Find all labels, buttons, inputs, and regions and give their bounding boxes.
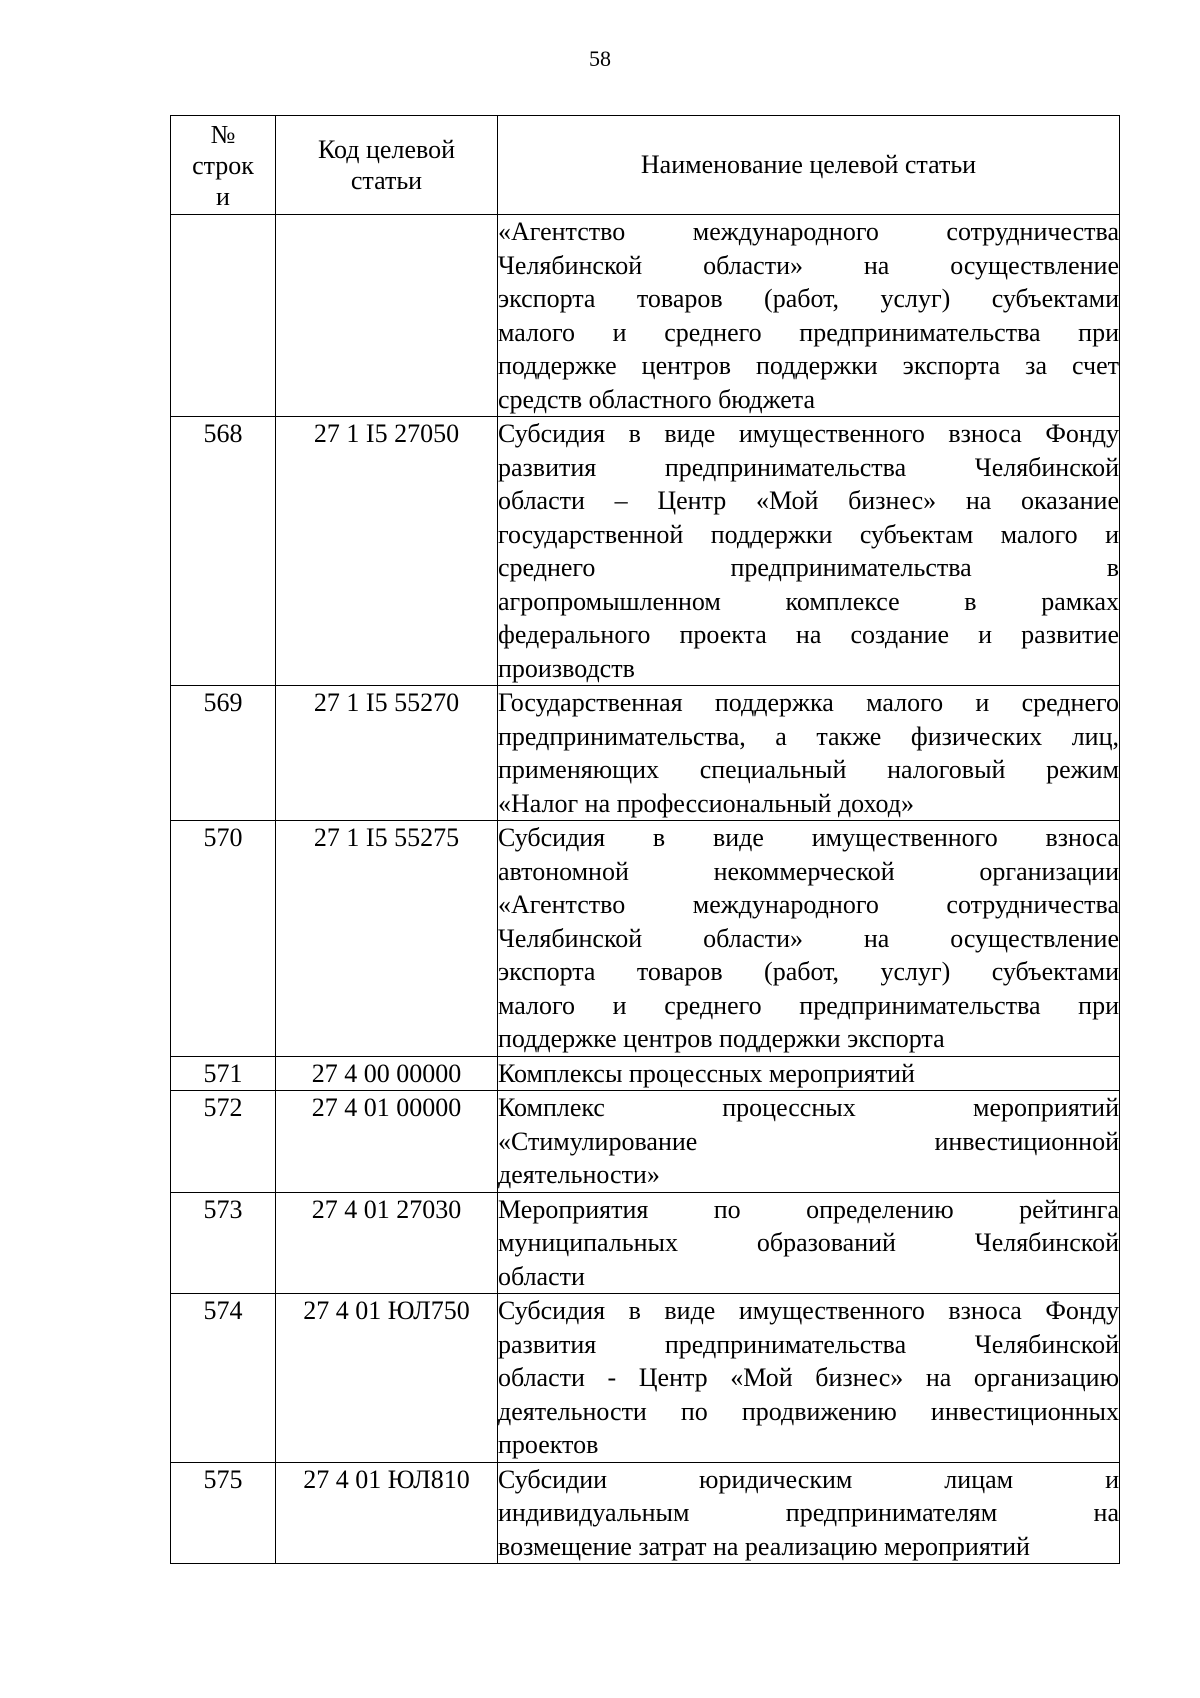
header-number-line: и <box>216 181 230 211</box>
target-name-line: «Стимулирование инвестиционной <box>498 1126 1119 1156</box>
target-code: 27 4 01 ЮЛ750 <box>276 1294 498 1463</box>
target-name-line: малого и среднего предпринимательства при <box>498 990 1119 1020</box>
target-name-line: Субсидия в виде имущественного взноса <box>498 823 1119 852</box>
table-row <box>171 1056 1120 1091</box>
target-name-line: Комплексы процессных мероприятий <box>498 1058 915 1088</box>
row-number <box>171 215 276 417</box>
target-name-line: Челябинской области» на осуществление <box>498 250 1119 280</box>
row-number: 574 <box>171 1294 276 1463</box>
target-name-line: Государственная поддержка малого и среднего <box>498 688 1119 717</box>
header-code-line: статьи <box>350 166 423 195</box>
target-name-line: Субсидия в виде имущественного взноса Фонду <box>498 1296 1119 1325</box>
table-row <box>171 417 1120 686</box>
header-target-code <box>276 116 498 215</box>
target-name-line: деятельности по продвижению инвестиционных <box>498 1396 1119 1426</box>
table-row <box>171 1462 1120 1564</box>
target-name-line: Комплекс процессных мероприятий <box>498 1093 1119 1122</box>
target-name-line: муниципальных образований Челябинской <box>498 1228 1119 1257</box>
target-name-line: экспорта товаров (работ, услуг) субъектами <box>498 957 1119 986</box>
target-name-line: «Агентство международного сотрудничества <box>498 890 1119 919</box>
target-code: 27 4 01 00000 <box>276 1091 498 1193</box>
target-name-line: средств областного бюджета <box>498 384 816 414</box>
target-name-line: развития предпринимательства Челябинской <box>498 1329 1119 1359</box>
row-number: 575 <box>171 1462 276 1564</box>
target-code <box>276 215 498 417</box>
row-number: 572 <box>171 1091 276 1193</box>
target-code: 27 1 I5 55270 <box>276 686 498 821</box>
target-name-line: производств <box>498 653 635 683</box>
target-name-line: индивидуальным предпринимателям на <box>498 1498 1119 1527</box>
target-name-line: предпринимательства, а также физических лиц, <box>498 721 1119 751</box>
target-name-line: области <box>498 1261 585 1291</box>
target-name-line: поддержке центров поддержки экспорта <box>498 1024 945 1053</box>
target-name-line: автономной некоммерческой организации <box>498 856 1119 886</box>
target-code: 27 1 I5 55275 <box>276 821 498 1057</box>
target-code: 27 4 00 00000 <box>276 1056 498 1091</box>
row-number: 570 <box>171 821 276 1057</box>
header-number-line: № <box>210 119 236 149</box>
target-name-line: государственной поддержки субъектам малого и <box>498 519 1119 549</box>
target-name-line: области - Центр «Мой бизнес» на организацию <box>498 1363 1119 1392</box>
header-row-number <box>171 116 276 215</box>
header-number-line: строк <box>192 150 254 180</box>
table-row <box>171 1091 1120 1193</box>
target-name-line: деятельности» <box>498 1160 660 1189</box>
target-name-line: федерального проекта на создание и развитие <box>498 620 1119 649</box>
table-header-row <box>171 116 1120 215</box>
target-name <box>498 1192 1120 1294</box>
target-name-line: возмещение затрат на реализацию мероприятий <box>498 1531 1030 1561</box>
target-name-line: поддержке центров поддержки экспорта за счет <box>498 351 1119 380</box>
target-name-line: области – Центр «Мой бизнес» на оказание <box>498 486 1119 515</box>
target-name-line: Субсидии юридическим лицам и <box>498 1464 1119 1494</box>
target-name <box>498 1294 1120 1463</box>
page-number: 58 <box>589 46 611 71</box>
target-code: 27 4 01 ЮЛ810 <box>276 1462 498 1564</box>
header-code-line: Код целевой <box>317 135 455 164</box>
table-row <box>171 215 1120 417</box>
target-name-line: Мероприятия по определению рейтинга <box>498 1194 1119 1224</box>
target-name-line: среднего предпринимательства в <box>498 553 1119 582</box>
target-name <box>498 821 1120 1057</box>
table-row <box>171 686 1120 821</box>
target-name <box>498 1056 1120 1091</box>
target-name-line: «Агентство международного сотрудничества <box>498 217 1119 246</box>
target-name-line: проектов <box>498 1430 599 1459</box>
target-name-line: применяющих специальный налоговый режим <box>498 755 1119 784</box>
target-name-line: малого и среднего предпринимательства при <box>498 317 1119 347</box>
table-row <box>171 1294 1120 1463</box>
table-row <box>171 1192 1120 1294</box>
target-name <box>498 1462 1120 1564</box>
target-articles-table <box>170 115 1120 1564</box>
target-name-line: Челябинской области» на осуществление <box>498 923 1119 953</box>
header-target-name: Наименование целевой статьи <box>498 116 1120 215</box>
target-name-line: агропромышленном комплексе в рамках <box>498 586 1119 616</box>
target-code: 27 4 01 27030 <box>276 1192 498 1294</box>
target-name-line: экспорта товаров (работ, услуг) субъектами <box>498 284 1119 313</box>
target-name <box>498 215 1120 417</box>
target-name <box>498 417 1120 686</box>
target-name <box>498 686 1120 821</box>
row-number: 573 <box>171 1192 276 1294</box>
target-code: 27 1 I5 27050 <box>276 417 498 686</box>
row-number: 568 <box>171 417 276 686</box>
target-name-line: развития предпринимательства Челябинской <box>498 452 1119 482</box>
target-name-line: Субсидия в виде имущественного взноса Фонду <box>498 419 1119 448</box>
target-name <box>498 1091 1120 1193</box>
target-name-line: «Налог на профессиональный доход» <box>498 788 914 818</box>
table-row <box>171 821 1120 1057</box>
row-number: 569 <box>171 686 276 821</box>
row-number: 571 <box>171 1056 276 1091</box>
